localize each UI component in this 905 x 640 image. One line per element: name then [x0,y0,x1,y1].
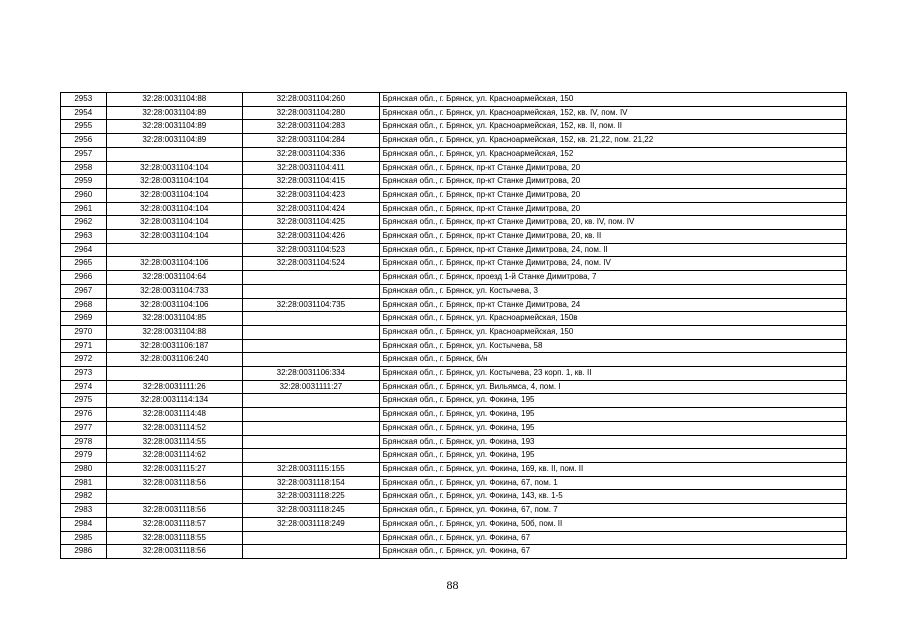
object-cadastral-number-cell: 32:28:0031118:225 [243,490,380,504]
object-cadastral-number-cell [243,353,380,367]
table-row [61,188,847,202]
page-number: 88 [446,578,459,592]
address-cell: Брянская обл., г. Брянск, ул. Фокина, 193 [379,435,846,449]
table-row [61,517,847,531]
row-number-cell: 2978 [61,435,107,449]
address-cell: Брянская обл., г. Брянск, пр-кт Станке Димитрова, 20 [379,188,846,202]
cadastral-number-cell: 32:28:0031104:89 [106,120,243,134]
cadastral-number-cell: 32:28:0031104:733 [106,284,243,298]
address-cell: Брянская обл., г. Брянск, ул. Фокина, 195 [379,408,846,422]
address-cell: Брянская обл., г. Брянск, ул. Фокина, 67, пом. 7 [379,504,846,518]
cadastral-number-cell: 32:28:0031114:55 [106,435,243,449]
row-number-cell: 2967 [61,284,107,298]
object-cadastral-number-cell: 32:28:0031104:415 [243,175,380,189]
row-number-cell: 2982 [61,490,107,504]
table-row [61,271,847,285]
address-cell: Брянская обл., г. Брянск, ул. Красноармейская, 152, кв. II, пом. II [379,120,846,134]
object-cadastral-number-cell: 32:28:0031104:284 [243,134,380,148]
row-number-cell: 2976 [61,408,107,422]
table-row [61,175,847,189]
row-number-cell: 2986 [61,545,107,559]
row-number-cell: 2955 [61,120,107,134]
row-number-cell: 2960 [61,188,107,202]
address-cell: Брянская обл., г. Брянск, проезд 1-й Станке Димитрова, 7 [379,271,846,285]
table-row [61,93,847,107]
table-row [61,120,847,134]
table-row [61,339,847,353]
cadastral-number-cell: 32:28:0031114:52 [106,421,243,435]
address-cell: Брянская обл., г. Брянск, ул. Красноармейская, 150 [379,325,846,339]
table-row [61,312,847,326]
address-cell: Брянская обл., г. Брянск, ул. Вильямса, 4, пом. I [379,380,846,394]
cadastral-number-cell: 32:28:0031104:104 [106,202,243,216]
object-cadastral-number-cell: 32:28:0031104:425 [243,216,380,230]
cadastral-number-cell: 32:28:0031106:240 [106,353,243,367]
object-cadastral-number-cell [243,394,380,408]
row-number-cell: 2956 [61,134,107,148]
address-cell: Брянская обл., г. Брянск, ул. Костычева, 58 [379,339,846,353]
cadastral-number-cell [106,367,243,381]
cadastral-number-cell: 32:28:0031114:62 [106,449,243,463]
cadastral-number-cell [106,243,243,257]
object-cadastral-number-cell: 32:28:0031104:524 [243,257,380,271]
address-cell: Брянская обл., г. Брянск, пр-кт Станке Димитрова, 20, кв. II [379,230,846,244]
row-number-cell: 2977 [61,421,107,435]
address-cell: Брянская обл., г. Брянск, пр-кт Станке Димитрова, 24, пом. IV [379,257,846,271]
address-cell: Брянская обл., г. Брянск, ул. Красноармейская, 152 [379,147,846,161]
cadastral-number-cell: 32:28:0031118:55 [106,531,243,545]
cadastral-number-cell: 32:28:0031118:56 [106,504,243,518]
object-cadastral-number-cell: 32:28:0031104:283 [243,120,380,134]
object-cadastral-number-cell [243,408,380,422]
row-number-cell: 2973 [61,367,107,381]
address-cell: Брянская обл., г. Брянск, пр-кт Станке Димитрова, 20 [379,175,846,189]
row-number-cell: 2980 [61,462,107,476]
object-cadastral-number-cell [243,339,380,353]
address-cell: Брянская обл., г. Брянск, ул. Фокина, 50б, пом. II [379,517,846,531]
table-row [61,243,847,257]
row-number-cell: 2969 [61,312,107,326]
row-number-cell: 2964 [61,243,107,257]
table-row [61,147,847,161]
object-cadastral-number-cell [243,271,380,285]
cadastral-number-cell: 32:28:0031104:104 [106,188,243,202]
object-cadastral-number-cell: 32:28:0031111:27 [243,380,380,394]
row-number-cell: 2962 [61,216,107,230]
table-row [61,106,847,120]
table-row [61,284,847,298]
table-row [61,202,847,216]
address-cell: Брянская обл., г. Брянск, ул. Красноармейская, 150 [379,93,846,107]
cadastral-number-cell: 32:28:0031104:88 [106,325,243,339]
address-cell: Брянская обл., г. Брянск, б/н [379,353,846,367]
object-cadastral-number-cell [243,312,380,326]
object-cadastral-number-cell: 32:28:0031118:245 [243,504,380,518]
row-number-cell: 2958 [61,161,107,175]
row-number-cell: 2970 [61,325,107,339]
row-number-cell: 2984 [61,517,107,531]
table-row [61,325,847,339]
object-cadastral-number-cell [243,449,380,463]
table-row [61,134,847,148]
object-cadastral-number-cell: 32:28:0031104:336 [243,147,380,161]
cadastral-number-cell: 32:28:0031111:26 [106,380,243,394]
table-row [61,257,847,271]
registry-table [60,92,847,559]
row-number-cell: 2971 [61,339,107,353]
object-cadastral-number-cell: 32:28:0031104:280 [243,106,380,120]
object-cadastral-number-cell: 32:28:0031104:426 [243,230,380,244]
cadastral-number-cell: 32:28:0031104:89 [106,134,243,148]
row-number-cell: 2961 [61,202,107,216]
cadastral-number-cell: 32:28:0031104:88 [106,93,243,107]
row-number-cell: 2968 [61,298,107,312]
table-row [61,367,847,381]
table-row [61,531,847,545]
address-cell: Брянская обл., г. Брянск, ул. Фокина, 67, пом. 1 [379,476,846,490]
registry-table-body [61,93,847,559]
row-number-cell: 2974 [61,380,107,394]
row-number-cell: 2953 [61,93,107,107]
object-cadastral-number-cell: 32:28:0031104:423 [243,188,380,202]
address-cell: Брянская обл., г. Брянск, ул. Фокина, 195 [379,394,846,408]
address-cell: Брянская обл., г. Брянск, ул. Фокина, 67 [379,531,846,545]
row-number-cell: 2966 [61,271,107,285]
object-cadastral-number-cell: 32:28:0031104:424 [243,202,380,216]
address-cell: Брянская обл., г. Брянск, ул. Костычева, 3 [379,284,846,298]
table-row [61,216,847,230]
cadastral-number-cell: 32:28:0031104:85 [106,312,243,326]
cadastral-number-cell: 32:28:0031104:104 [106,161,243,175]
object-cadastral-number-cell: 32:28:0031104:735 [243,298,380,312]
table-row [61,490,847,504]
object-cadastral-number-cell [243,284,380,298]
cadastral-number-cell: 32:28:0031104:104 [106,175,243,189]
cadastral-number-cell: 32:28:0031114:48 [106,408,243,422]
address-cell: Брянская обл., г. Брянск, пр-кт Станке Димитрова, 20 [379,161,846,175]
address-cell: Брянская обл., г. Брянск, ул. Красноармейская, 152, кв. 21,22, пом. 21,22 [379,134,846,148]
address-cell: Брянская обл., г. Брянск, пр-кт Станке Димитрова, 20 [379,202,846,216]
table-row [61,230,847,244]
address-cell: Брянская обл., г. Брянск, ул. Фокина, 169, кв. II, пом. II [379,462,846,476]
object-cadastral-number-cell: 32:28:0031118:154 [243,476,380,490]
object-cadastral-number-cell: 32:28:0031118:249 [243,517,380,531]
table-row [61,408,847,422]
object-cadastral-number-cell: 32:28:0031106:334 [243,367,380,381]
object-cadastral-number-cell: 32:28:0031104:260 [243,93,380,107]
row-number-cell: 2972 [61,353,107,367]
table-row [61,545,847,559]
cadastral-number-cell: 32:28:0031104:64 [106,271,243,285]
cadastral-number-cell: 32:28:0031118:56 [106,545,243,559]
table-row [61,449,847,463]
cadastral-number-cell: 32:28:0031104:89 [106,106,243,120]
cadastral-number-cell: 32:28:0031114:134 [106,394,243,408]
cadastral-number-cell: 32:28:0031104:106 [106,257,243,271]
table-row [61,421,847,435]
object-cadastral-number-cell [243,421,380,435]
address-cell: Брянская обл., г. Брянск, ул. Фокина, 195 [379,449,846,463]
object-cadastral-number-cell: 32:28:0031104:411 [243,161,380,175]
object-cadastral-number-cell [243,531,380,545]
object-cadastral-number-cell: 32:28:0031104:523 [243,243,380,257]
row-number-cell: 2957 [61,147,107,161]
cadastral-number-cell: 32:28:0031106:187 [106,339,243,353]
address-cell: Брянская обл., г. Брянск, пр-кт Станке Димитрова, 24, пом. II [379,243,846,257]
row-number-cell: 2963 [61,230,107,244]
row-number-cell: 2981 [61,476,107,490]
row-number-cell: 2985 [61,531,107,545]
row-number-cell: 2975 [61,394,107,408]
table-row [61,298,847,312]
table-row [61,435,847,449]
table-row [61,380,847,394]
address-cell: Брянская обл., г. Брянск, пр-кт Станке Димитрова, 20, кв. IV, пом. IV [379,216,846,230]
address-cell: Брянская обл., г. Брянск, ул. Фокина, 195 [379,421,846,435]
cadastral-number-cell: 32:28:0031104:104 [106,230,243,244]
row-number-cell: 2965 [61,257,107,271]
row-number-cell: 2959 [61,175,107,189]
cadastral-number-cell [106,490,243,504]
object-cadastral-number-cell [243,325,380,339]
object-cadastral-number-cell [243,545,380,559]
address-cell: Брянская обл., г. Брянск, ул. Красноармейская, 152, кв. IV, пом. IV [379,106,846,120]
cadastral-number-cell: 32:28:0031104:104 [106,216,243,230]
address-cell: Брянская обл., г. Брянск, ул. Красноармейская, 150в [379,312,846,326]
row-number-cell: 2983 [61,504,107,518]
object-cadastral-number-cell: 32:28:0031115:155 [243,462,380,476]
cadastral-number-cell: 32:28:0031104:106 [106,298,243,312]
table-row [61,353,847,367]
address-cell: Брянская обл., г. Брянск, пр-кт Станке Димитрова, 24 [379,298,846,312]
row-number-cell: 2954 [61,106,107,120]
address-cell: Брянская обл., г. Брянск, ул. Костычева, 23 корп. 1, кв. II [379,367,846,381]
table-row [61,161,847,175]
table-row [61,476,847,490]
cadastral-number-cell: 32:28:0031115:27 [106,462,243,476]
cadastral-number-cell: 32:28:0031118:56 [106,476,243,490]
table-row [61,462,847,476]
address-cell: Брянская обл., г. Брянск, ул. Фокина, 67 [379,545,846,559]
address-cell: Брянская обл., г. Брянск, ул. Фокина, 143, кв. 1-5 [379,490,846,504]
row-number-cell: 2979 [61,449,107,463]
cadastral-number-cell: 32:28:0031118:57 [106,517,243,531]
cadastral-number-cell [106,147,243,161]
object-cadastral-number-cell [243,435,380,449]
table-row [61,504,847,518]
table-row [61,394,847,408]
